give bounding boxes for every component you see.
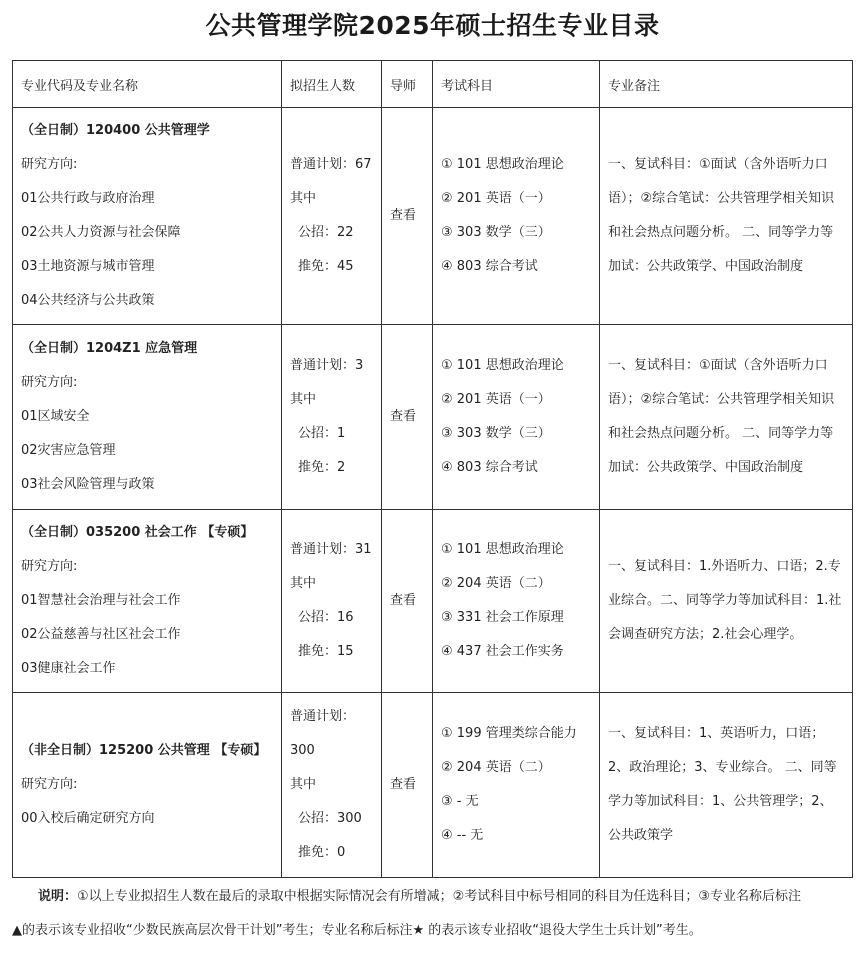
subject-item: ③ - 无 [441,794,479,809]
plan-total: 普通计划：67 [290,157,372,172]
major-cell [13,325,282,510]
subject-item: ④ -- 无 [441,828,484,843]
column-header-major: 专业代码及专业名称 [13,61,282,108]
direction-item: 03健康社会工作 [21,661,116,676]
table-row [13,325,853,510]
table-row [13,510,853,693]
remarks-text: 一、复试科目：1、英语听力，口语；2、政治理论；3、专业综合。 二、同等学力等加试科目：1、公共管理学；2、公共政策学 [608,726,837,843]
plan-total-value: 300 [290,743,315,758]
subjects-cell [433,510,600,693]
view-advisor-link[interactable]: 查看 [390,208,417,223]
advisor-cell [382,108,433,325]
direction-label: 研究方向: [21,777,78,792]
direction-item: 03社会风险管理与政策 [21,477,155,492]
enrollment-cell [282,108,382,325]
view-advisor-link[interactable]: 查看 [390,777,417,792]
subject-item: ② 204 英语（二） [441,576,551,591]
major-cell [13,693,282,878]
subject-item: ④ 803 综合考试 [441,460,538,475]
direction-item: 01公共行政与政府治理 [21,191,155,206]
public-quota: 公招：16 [298,610,354,625]
subject-item: ④ 437 社会工作实务 [441,644,564,659]
subjects-cell [433,325,600,510]
exempt-quota: 推免：45 [298,259,354,274]
subject-item: ② 201 英语（一） [441,392,551,407]
major-cell [13,108,282,325]
exempt-quota: 推免：0 [298,845,346,860]
remarks-cell [600,108,853,325]
view-advisor-link[interactable]: 查看 [390,409,417,424]
view-advisor-link[interactable]: 查看 [390,593,417,608]
remarks-text: 一、复试科目：①面试（含外语听力口语）；②综合笔试：公共管理学相关知识和社会热点问题分析。 二、同等学力等加试：公共政策学、中国政治制度 [608,358,835,475]
remarks-text: 一、复试科目：1.外语听力、口语；2.专业综合。二、同等学力等加试科目：1.社会调查研究方法；2.社会心理学。 [608,559,842,642]
subjects-cell [433,108,600,325]
exempt-quota: 推免：15 [298,644,354,659]
major-name: （非全日制）125200 公共管理 【专硕】 [21,743,267,758]
direction-item: 02公共人力资源与社会保障 [21,225,181,240]
column-header-enrollment: 拟招生人数 [282,61,382,108]
major-cell [13,510,282,693]
direction-label: 研究方向: [21,559,78,574]
public-quota: 公招：1 [298,426,346,441]
table-row [13,108,853,325]
enrollment-cell [282,693,382,878]
table-header-row [13,61,853,108]
subject-item: ① 101 思想政治理论 [441,542,564,557]
direction-item: 03土地资源与城市管理 [21,259,155,274]
column-header-advisor: 导师 [382,61,433,108]
plan-total: 普通计划：3 [290,358,364,373]
among-label: 其中 [290,576,317,591]
subject-item: ① 199 管理类综合能力 [441,726,577,741]
public-quota: 公招：22 [298,225,354,240]
among-label: 其中 [290,191,317,206]
advisor-cell [382,510,433,693]
major-name: （全日制）120400 公共管理学 [21,123,210,138]
subject-item: ④ 803 综合考试 [441,259,538,274]
table-row [13,693,853,878]
footnote-line-1: ①以上专业拟招生人数在最后的录取中根据实际情况会有所增减；②考试科目中标号相同的科目为任选科目；③专业名称后标注 [77,889,801,904]
subject-item: ① 101 思想政治理论 [441,157,564,172]
remarks-cell [600,325,853,510]
direction-item: 01智慧社会治理与社会工作 [21,593,181,608]
among-label: 其中 [290,392,317,407]
footnote-label: 说明： [38,889,78,904]
column-header-remarks: 专业备注 [600,61,853,108]
direction-label: 研究方向: [21,375,78,390]
major-catalog-table [12,60,853,878]
direction-item: 01区域安全 [21,409,90,424]
advisor-cell [382,693,433,878]
subject-item: ③ 303 数学（三） [441,225,551,240]
enrollment-cell [282,325,382,510]
enrollment-cell [282,510,382,693]
subject-item: ③ 331 社会工作原理 [441,610,564,625]
exempt-quota: 推免：2 [298,460,346,475]
column-header-subjects: 考试科目 [433,61,600,108]
direction-item: 04公共经济与公共政策 [21,293,155,308]
subjects-cell [433,693,600,878]
footnote-line-2: ▲的表示该专业招收“少数民族高层次骨干计划”考生；专业名称后标注★ 的表示该专业招收“退役大学生士兵计划”考生。 [12,923,702,938]
plan-total: 普通计划：31 [290,542,372,557]
footnote [12,880,852,948]
subject-item: ② 204 英语（二） [441,760,551,775]
among-label: 其中 [290,777,317,792]
direction-item: 02灾害应急管理 [21,443,116,458]
direction-item: 02公益慈善与社区社会工作 [21,627,181,642]
subject-item: ③ 303 数学（三） [441,426,551,441]
remarks-cell [600,693,853,878]
plan-total: 普通计划： [290,709,356,724]
direction-item: 00入校后确定研究方向 [21,811,155,826]
subject-item: ① 101 思想政治理论 [441,358,564,373]
subject-item: ② 201 英语（一） [441,191,551,206]
remarks-cell [600,510,853,693]
public-quota: 公招：300 [298,811,362,826]
advisor-cell [382,325,433,510]
major-name: （全日制）035200 社会工作 【专硕】 [21,525,254,540]
remarks-text: 一、复试科目：①面试（含外语听力口语）；②综合笔试：公共管理学相关知识和社会热点问题分析。 二、同等学力等加试：公共政策学、中国政治制度 [608,157,835,274]
direction-label: 研究方向: [21,157,78,172]
major-name: （全日制）1204Z1 应急管理 [21,341,198,356]
page-title: 公共管理学院2025年硕士招生专业目录 [205,11,660,40]
